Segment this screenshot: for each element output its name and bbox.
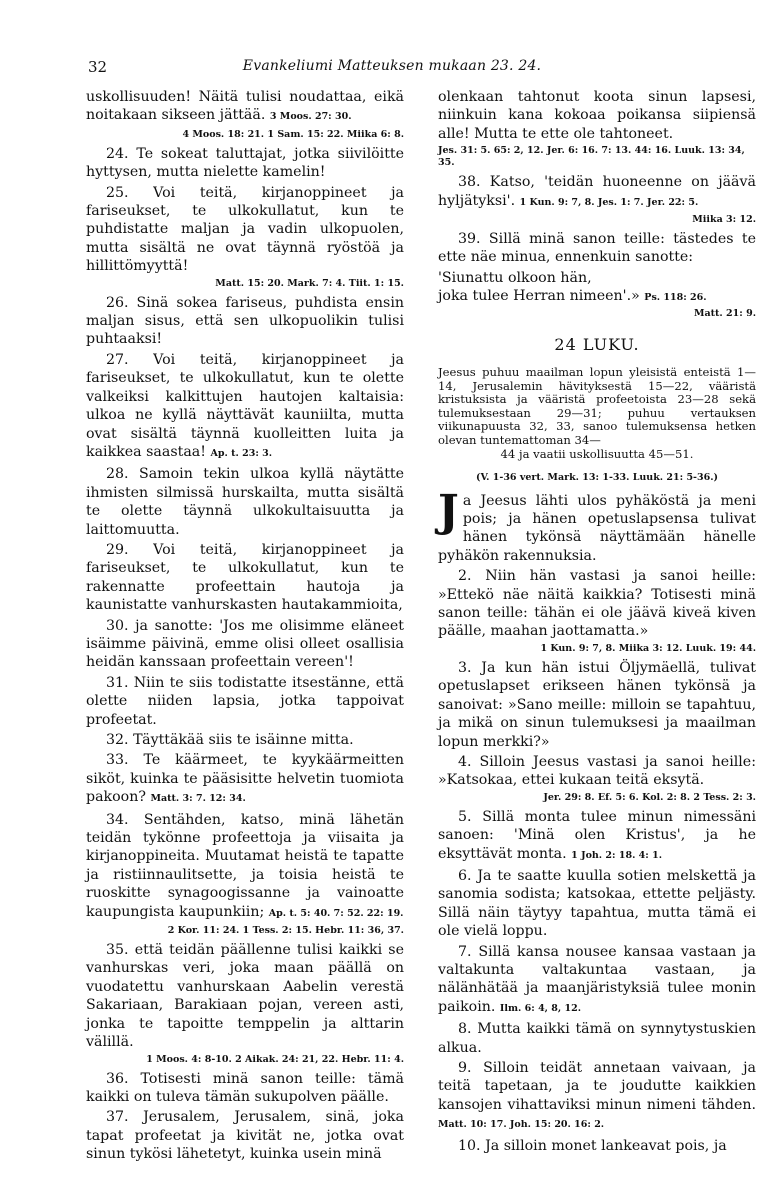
cross-reference: Jer. 29: 8. Ef. 5: 6. Kol. 2: 8. 2 Tess. 2: 3. xyxy=(543,791,756,803)
verse-2: 2. Niin hän vastasi ja sanoi heille: »Ettekö näe näitä kaikkia? Totisesti minä sanon teille: tähän ei ole jäävä kiveä kiven päälle, maahan jaottamatta.» xyxy=(438,568,756,640)
verse-24: 24. Te sokeat taluttajat, jotka siivilöitte hyttysen, mutta nielette kamelin! xyxy=(86,145,404,181)
cross-reference: Ap. t. 5: 40. 7: 52. 22: 19. xyxy=(268,907,404,919)
quote-line: 'Siunattu olkoon hän, xyxy=(438,269,592,286)
verse-29: 29. Voi teitä, kirjanoppineet ja fariseukset, te ulkokullatut, kun te rakennatte profeettain hautoja ja kaunistatte vanhurskasten hautakammioita, xyxy=(86,541,404,614)
page-header xyxy=(0,58,784,82)
cross-reference: 1 Kun. 9: 7, 8. Miika 3: 12. Luuk. 19: 44. xyxy=(540,642,756,654)
cross-reference: Matt. 21: 9. xyxy=(693,307,756,319)
page-number: 32 xyxy=(88,58,108,76)
verse-9: 9. Silloin teidät annetaan vaivaan, ja teitä tapetaan, ja te joudutte kaikkien kansojen vihattaviksi minun nimeni tähden. Matt. 10: 17. Joh. 15: 20. 16: 2. xyxy=(438,1060,756,1131)
cross-reference: Matt. 3: 7. 12: 34. xyxy=(150,793,246,805)
verse-37: 37. Jerusalem, Jerusalem, sinä, joka tapat profeetat ja kivität ne, jotka ovat sinun tykösi lähetetyt, kuinka usein minä xyxy=(86,1109,404,1163)
cross-reference: Jes. 31: 5. 65: 2, 12. Jer. 6: 16. 7: 13. 44: 16. Luuk. 13: 34, 35. xyxy=(438,145,745,169)
cross-reference: 1 Moos. 4: 8-10. 2 Aikak. 24: 21, 22. Hebr. 11: 4. xyxy=(146,1053,404,1065)
verse-35: 35. että teidän päällenne tulisi kaikki se vanhurskas veri, joka maan päällä on vuodatettu vanhurskaan Aabelin verestä Sakariaan, Barakiaan pojan, vereen asti, jonka te tapoitte temppelin ja alttarin välillä. xyxy=(86,942,404,1051)
parallel-reference: (V. 1-36 vert. Mark. 13: 1-33. Luuk. 21: 5-36.) xyxy=(475,472,719,484)
verse-text: olenkaan tahtonut koota sinun lapsesi, niinkuin kana kokoaa poikansa siipiensä alle! Mutta te ette ole tahtoneet. xyxy=(438,89,756,142)
verse-6: 6. Ja te saatte kuulla sotien melskettä ja sanomia sodista; katsokaa, ettette peljästy. Sillä näin täytyy tapahtua, mutta tämä ei ole vielä loppu. xyxy=(438,867,756,940)
verse-36: 36. Totisesti minä sanon teille: tämä kaikki on tuleva tämän sukupolven päälle. xyxy=(86,1070,404,1105)
cross-reference: 1 Joh. 2: 18. 4: 1. xyxy=(571,849,663,861)
cross-reference: Matt. 15: 20. Mark. 7: 4. Tiit. 1: 15. xyxy=(215,277,404,289)
verse-1: Ja Jeesus lähti ulos pyhäköstä ja meni pois; ja hänen opetuslapsensa tulivat hänen tykönsä näyttämään hänelle pyhäkön rakennuksia. xyxy=(438,485,756,564)
verse-34: 34. Sentähden, katso, minä lähetän teidän tykönne profeettoja ja viisaita ja kirjanoppineita. Muutamat heistä te tapatte ja ristiinnaulitsette, ja toisia heistä te ruoskitte synagoogissanne ja vainoatte kaupungista kaupunkiin; Ap. t. 5: 40. 7: 52. 22: 19. xyxy=(86,811,404,920)
quote-line: joka tulee Herran nimeen'.» Ps. 118: 26. xyxy=(438,288,707,305)
verse-32: 32. Täyttäkää siis te isäinne mitta. xyxy=(106,732,354,748)
verse-33: 33. Te käärmeet, te kyykäärmeitten siköt, kuinka te pääsisitte helvetin tuomiota pakoon? Matt. 3: 7. 12: 34. xyxy=(86,752,404,806)
cross-reference: Miika 3: 12. xyxy=(692,214,756,226)
chapter-summary-end: 44 ja vaatii uskollisuutta 45—51. xyxy=(500,446,694,461)
cross-reference: 2 Kor. 11: 24. 1 Tess. 2: 15. Hebr. 11: 36, 37. xyxy=(167,925,404,937)
verse-3: 3. Ja kun hän istui Öljymäellä, tulivat opetuslapset erikseen hänen tykönsä ja sanoivat: »Sano meille: milloin se tapahtuu, ja mikä on sinun tulemuksesi ja maailman lopun merkki?» xyxy=(438,659,756,750)
chapter-summary: Jeesus puhuu maailman lopun yleisistä enteistä 1—14, Jerusalemin hävityksestä 15—22, vääristä kristuksista ja vääristä profeetoista 23—28 sekä tulemuksestaan 29—31; puhuu vertauksen viikunapuusta 32, 33, sanoo tulemuksensa hetken olevan tuntemattoman 34— 44 ja vaatii uskollisuutta 45—51. xyxy=(438,365,756,461)
verse-28: 28. Samoin tekin ulkoa kyllä näytätte ihmisten silmissä hurskailta, mutta sisältä te olette täynnä ulkokultaisuutta ja laittomuutta. xyxy=(86,466,404,538)
verse-39: 39. Sillä minä sanon teille: tästedes te ette näe minua, ennenkuin sanotte: xyxy=(438,231,756,266)
cross-reference: Ap. t. 23: 3. xyxy=(210,447,273,459)
verse-38: 38. Katso, 'teidän huoneenne on jäävä hyljätyksi'. 1 Kun. 9: 7, 8. Jes. 1: 7. Jer. 22: 5. xyxy=(438,174,756,209)
cross-reference: 4 Moos. 18: 21. 1 Sam. 15: 22. Miika 6: 8. xyxy=(182,128,404,140)
verse-8: 8. Mutta kaikki tämä on synnytystuskien alkua. xyxy=(438,1021,756,1056)
verse-5: 5. Sillä monta tulee minun nimessäni sanoen: 'Minä olen Kristus', ja he eksyttävät monta. 1 Joh. 2: 18. 4: 1. xyxy=(438,808,756,862)
verse-31: 31. Niin te siis todistatte itsestänne, että olette niiden lapsia, jotka tappoivat profeetat. xyxy=(86,674,404,728)
chapter-title: 24 LUKU. xyxy=(554,334,640,354)
cross-reference: 1 Kun. 9: 7, 8. Jes. 1: 7. Jer. 22: 5. xyxy=(519,196,699,208)
right-column xyxy=(438,88,756,1157)
verse-27: 27. Voi teitä, kirjanoppineet ja fariseukset, te ulkokullatut, kun te olette valkeiksi kalkittujen hautojen kaltaisia: ulkoa ne kyllä näyttävät kauniilta, mutta ovat sisältä täynnä kuolleitten luita ja kaikkea saastaa! Ap. t. 23: 3. xyxy=(86,351,404,460)
cross-reference: Ps. 118: 26. xyxy=(644,292,707,304)
verse-30: 30. ja sanotte: 'Jos me olisimme eläneet isäimme päivinä, emme olisi olleet osallisia heidän kanssaan profeettain vereen'! xyxy=(86,617,404,671)
verse-text: uskollisuuden! Näitä tulisi noudattaa, eikä noitakaan sikseen jättää. 3 Moos. 27: 30. xyxy=(86,89,404,124)
cross-reference: 3 Moos. 27: 30. xyxy=(269,111,352,123)
verse-10: 10. Ja silloin monet lankeavat pois, ja xyxy=(458,1137,727,1154)
drop-cap: J xyxy=(438,485,459,537)
running-title: Evankeliumi Matteuksen mukaan 23. 24. xyxy=(242,58,542,74)
cross-reference: Matt. 10: 17. Joh. 15: 20. 16: 2. xyxy=(438,1119,605,1131)
cross-reference: Ilm. 6: 4, 8, 12. xyxy=(499,1002,582,1014)
verse-7: 7. Sillä kansa nousee kansaa vastaan ja valtakunta valtakuntaa vastaan, ja nälänhätää ja maanjäristyksiä tulee monin paikoin. Ilm. 6: 4, 8, 12. xyxy=(438,943,756,1015)
left-column xyxy=(86,88,404,1166)
verse-25: 25. Voi teitä, kirjanoppineet ja fariseukset, te ulkokullatut, kun te puhdistatte maljan ja vadin ulkopuolen, mutta sisältä ne ovat täynnä ryöstöä ja hillittömyyttä! xyxy=(86,184,404,275)
verse-4: 4. Silloin Jeesus vastasi ja sanoi heille: »Katsokaa, ettei kukaan teitä eksytä. xyxy=(438,753,756,789)
verse-26: 26. Sinä sokea fariseus, puhdista ensin maljan sisus, että sen ulkopuolikin tulisi puhtaaksi! xyxy=(86,294,404,348)
